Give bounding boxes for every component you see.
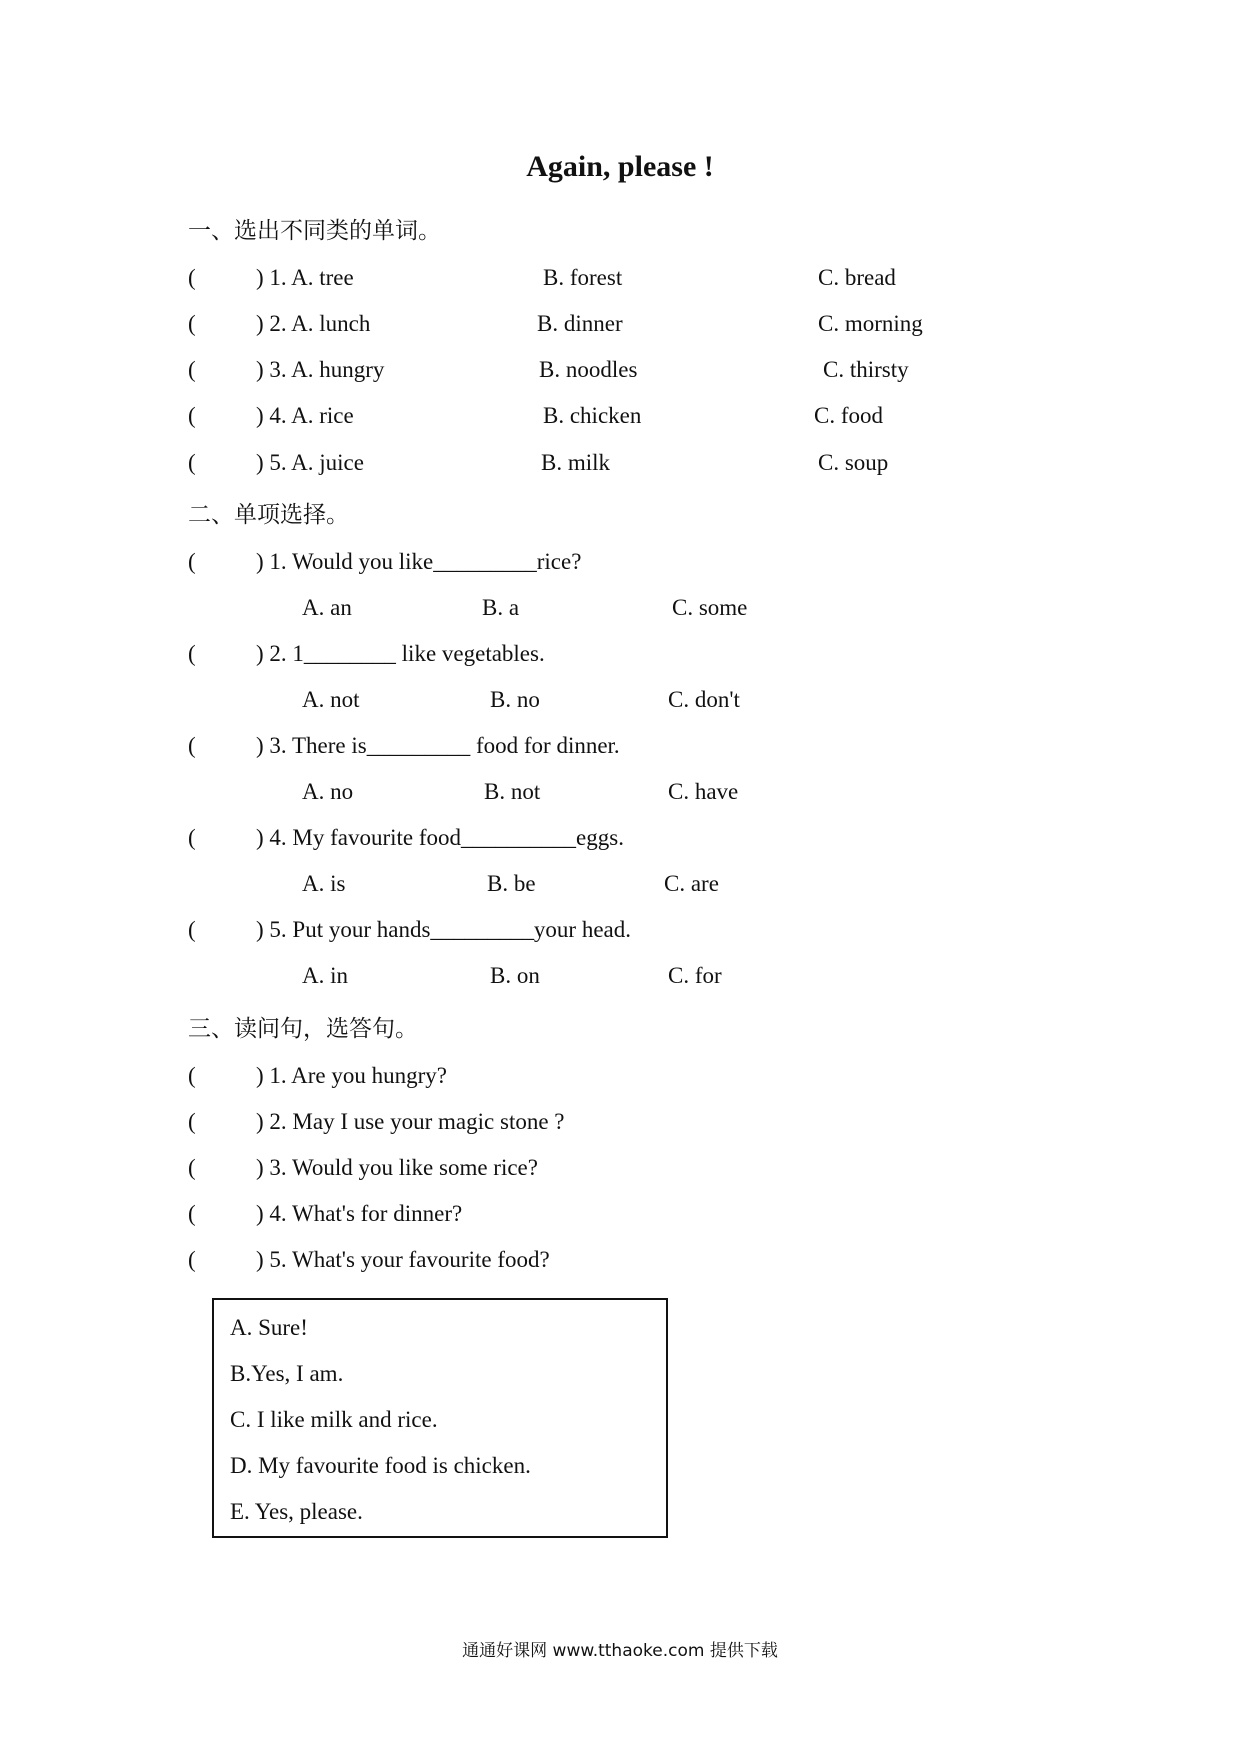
s1-q5-option-b: B. milk: [541, 450, 611, 475]
s2-question-3-options: [188, 776, 1088, 808]
s2-q2-option-c: C. don't: [668, 687, 740, 712]
answer-bracket: (: [188, 1247, 196, 1272]
answer-bracket: (: [188, 311, 196, 336]
s2-question-4-options: [188, 868, 1088, 900]
section-2-heading: 二、单项选择。: [188, 502, 349, 528]
s3-question-3: [188, 1152, 1088, 1184]
s2-question-5-options: [188, 960, 1088, 992]
s3-q2-text: ) 2. May I use your magic stone ?: [256, 1109, 565, 1134]
s1-question-1: [188, 262, 1088, 294]
s2-question-5: [188, 914, 1088, 946]
s2-q5-option-a: A. in: [302, 963, 348, 988]
s1-q4-option-a: ) 4. A. rice: [256, 403, 354, 428]
s2-q5-text: ) 5. Put your hands_________your head.: [256, 917, 631, 942]
s3-q1-text: ) 1. Are you hungry?: [256, 1063, 447, 1088]
s2-q4-option-b: B. be: [487, 871, 536, 896]
s1-question-3: [188, 354, 1088, 386]
s3-q3-text: ) 3. Would you like some rice?: [256, 1155, 538, 1180]
answer-bracket: (: [188, 265, 196, 290]
s1-q3-option-a: ) 3. A. hungry: [256, 357, 385, 382]
s2-q3-option-a: A. no: [302, 779, 354, 804]
s2-q4-option-a: A. is: [302, 871, 346, 896]
s1-q4-option-b: B. chicken: [543, 403, 642, 428]
s1-question-2: [188, 308, 1088, 340]
answer-bracket: (: [188, 733, 196, 758]
s2-question-4: [188, 822, 1088, 854]
answer-option-a: A. Sure!: [230, 1315, 308, 1340]
s3-question-1: [188, 1060, 1088, 1092]
s2-question-2: [188, 638, 1088, 670]
answer-choices-box: [212, 1298, 668, 1538]
s3-q4-text: ) 4. What's for dinner?: [256, 1201, 463, 1226]
s2-q3-option-c: C. have: [668, 779, 739, 804]
answer-bracket: (: [188, 549, 196, 574]
s1-q5-option-c: C. soup: [818, 450, 889, 475]
answer-bracket: (: [188, 917, 196, 942]
s2-q1-option-c: C. some: [672, 595, 748, 620]
s2-q2-option-b: B. no: [490, 687, 540, 712]
s2-q4-text: ) 4. My favourite food__________eggs.: [256, 825, 624, 850]
s2-q1-option-b: B. a: [482, 595, 520, 620]
s3-q5-text: ) 5. What's your favourite food?: [256, 1247, 550, 1272]
answer-bracket: (: [188, 1063, 196, 1088]
answer-bracket: (: [188, 641, 196, 666]
s1-q3-option-c: C. thirsty: [823, 357, 909, 382]
answer-bracket: (: [188, 825, 196, 850]
answer-option-e: E. Yes, please.: [230, 1499, 363, 1524]
s1-q2-option-b: B. dinner: [537, 311, 623, 336]
s1-q1-option-c: C. bread: [818, 265, 896, 290]
s1-q1-option-a: ) 1. A. tree: [256, 265, 354, 290]
s2-q4-option-c: C. are: [664, 871, 719, 896]
answer-bracket: (: [188, 1201, 196, 1226]
s2-question-3: [188, 730, 1088, 762]
s3-question-5: [188, 1244, 1088, 1276]
answer-bracket: (: [188, 1155, 196, 1180]
s2-q5-option-c: C. for: [668, 963, 722, 988]
section-3-heading: 三、读问句，选答句。: [188, 1016, 418, 1042]
s3-question-4: [188, 1198, 1088, 1230]
s2-q2-option-a: A. not: [302, 687, 360, 712]
answer-bracket: (: [188, 450, 196, 475]
page-title: Again, please !: [526, 150, 714, 183]
s2-q3-option-b: B. not: [484, 779, 541, 804]
footer-watermark: 通通好课网 www.tthaoke.com 提供下载: [462, 1641, 778, 1661]
s1-q2-option-c: C. morning: [818, 311, 923, 336]
s2-q3-text: ) 3. There is_________ food for dinner.: [256, 733, 620, 758]
s3-question-2: [188, 1106, 1088, 1138]
section-1-heading: 一、选出不同类的单词。: [188, 218, 441, 244]
answer-bracket: (: [188, 1109, 196, 1134]
s1-q5-option-a: ) 5. A. juice: [256, 450, 364, 475]
s2-question-1: [188, 546, 1088, 578]
s2-q1-text: ) 1. Would you like_________rice?: [256, 549, 582, 574]
s2-question-1-options: [188, 592, 1088, 624]
s2-q5-option-b: B. on: [490, 963, 540, 988]
s2-q2-text: ) 2. 1________ like vegetables.: [256, 641, 545, 666]
s2-q1-option-a: A. an: [302, 595, 352, 620]
s1-q4-option-c: C. food: [814, 403, 883, 428]
answer-option-b: B.Yes, I am.: [230, 1361, 344, 1386]
s1-q3-option-b: B. noodles: [539, 357, 638, 382]
s1-q2-option-a: ) 2. A. lunch: [256, 311, 371, 336]
s1-question-4: [188, 400, 1088, 432]
s1-q1-option-b: B. forest: [543, 265, 623, 290]
s2-question-2-options: [188, 684, 1088, 716]
answer-bracket: (: [188, 403, 196, 428]
answer-bracket: (: [188, 357, 196, 382]
s1-question-5: [188, 447, 1088, 479]
answer-option-d: D. My favourite food is chicken.: [230, 1453, 531, 1478]
answer-option-c: C. I like milk and rice.: [230, 1407, 438, 1432]
